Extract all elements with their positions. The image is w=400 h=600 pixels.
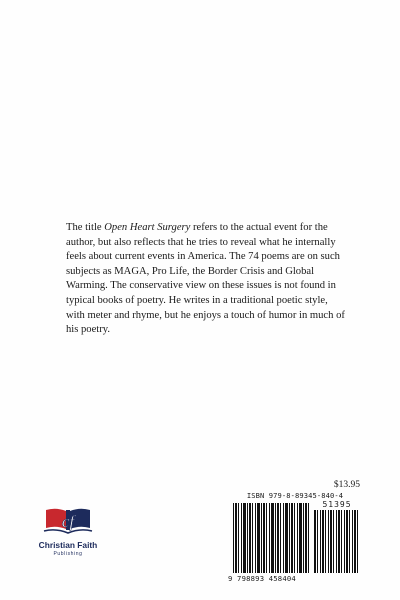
price-code-label: 51395	[322, 500, 352, 509]
back-cover-blurb	[66, 221, 348, 338]
barcode-number: 9 798893 458404	[228, 574, 296, 583]
blurb-body: refers to the actual event for the author, but also reflects that he tries to reveal what he internally feels about current events in America. The 74 poems are on such subjects as MAGA, Pro Life, the Border Crisis and Global Warming. The conservative view on these issues is not found in typical books of poetry. He writes in a traditional poetic style, with meter and rhyme, but he enjoys a touch of humor in much of his poetry.	[66, 222, 345, 336]
publisher-logo-icon	[42, 498, 94, 538]
publisher-subtitle: Publishing	[53, 551, 83, 557]
isbn-barcode	[233, 503, 309, 573]
price-label: $13.95	[333, 480, 360, 490]
publisher-name: Christian Faith	[38, 540, 98, 550]
blurb-intro: The title	[66, 222, 105, 233]
isbn-label: ISBN 979-8-89345-840-4	[246, 491, 344, 500]
book-title: Open Heart Surgery	[104, 222, 191, 233]
logo-letters: cf	[61, 512, 75, 531]
price-barcode	[314, 510, 360, 573]
